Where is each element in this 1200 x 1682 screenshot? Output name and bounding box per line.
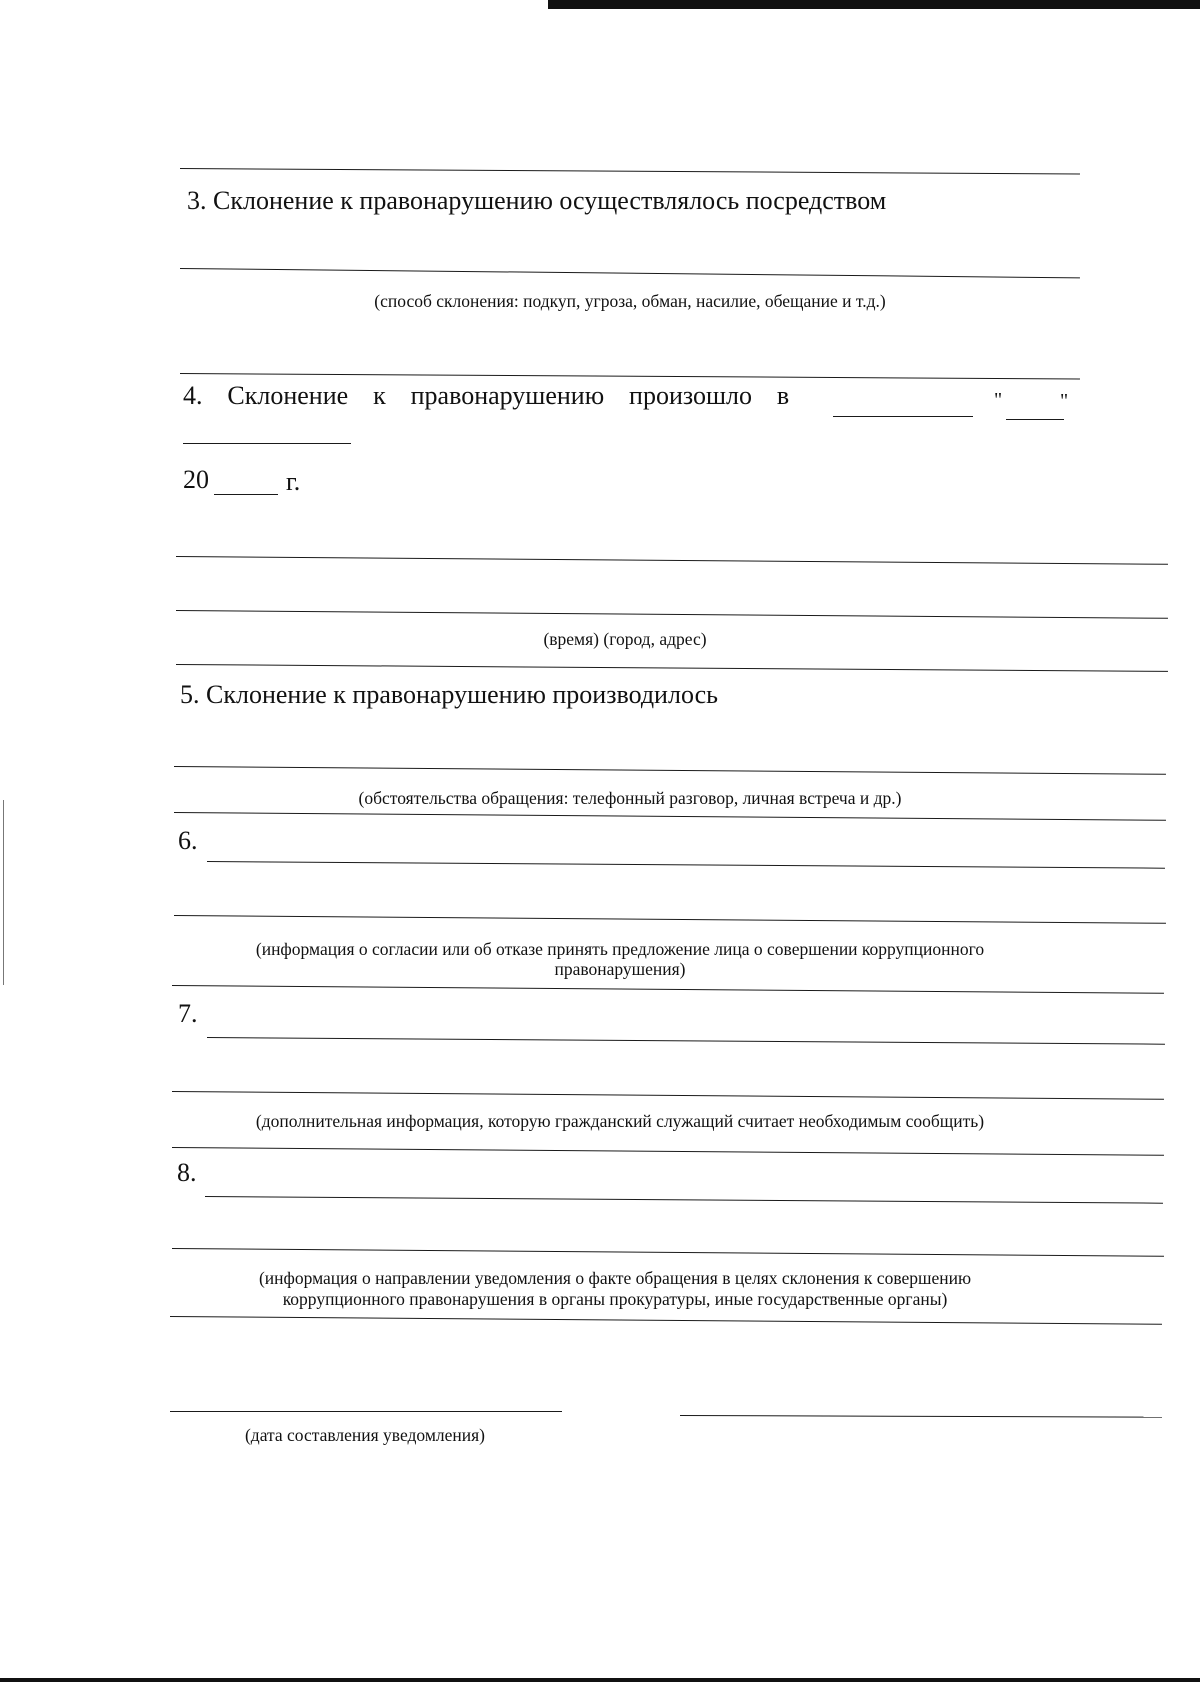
- item6-caption-line1: (информация о согласии или об отказе принять предложение лица о совершении коррупционного: [255, 939, 985, 959]
- item8-fill-line[interactable]: [172, 1248, 1164, 1257]
- scan-edge-top: [548, 0, 1200, 9]
- item4-date-blank[interactable]: [833, 416, 973, 417]
- item3-heading: 3. Склонение к правонарушению осуществлялось посредством: [187, 186, 887, 215]
- item5-caption: (обстоятельства обращения: телефонный разговор, личная встреча и др.): [358, 788, 902, 808]
- item6-number: 6.: [178, 826, 198, 855]
- item4-day-blank[interactable]: [1006, 419, 1064, 420]
- fill-line[interactable]: [174, 812, 1166, 821]
- fill-line[interactable]: [180, 168, 1080, 174]
- item5-fill-line[interactable]: [174, 766, 1166, 775]
- item4-caption: (время) (город, адрес): [543, 629, 707, 649]
- item4-quote-close: ": [1060, 390, 1069, 412]
- item4-word: к: [373, 381, 386, 410]
- item4-year-prefix: 20: [183, 465, 209, 494]
- item4-quote-open: ": [994, 389, 1003, 411]
- fill-line[interactable]: [172, 985, 1164, 994]
- item5-heading: 5. Склонение к правонарушению производилось: [180, 680, 718, 709]
- item7-caption: (дополнительная информация, которую гражданский служащий считает необходимым сообщить): [255, 1111, 985, 1131]
- item4-year-suffix: г.: [286, 467, 301, 496]
- scan-edge-bottom: [0, 1678, 1200, 1682]
- fill-line[interactable]: [176, 664, 1168, 672]
- fill-line[interactable]: [170, 1316, 1162, 1325]
- item4-word: правонарушению: [410, 381, 605, 410]
- item8-caption-line1: (информация о направлении уведомления о факте обращения в целях склонения к совершению: [258, 1268, 972, 1288]
- date-line[interactable]: [170, 1411, 562, 1412]
- scan-edge-left: [3, 800, 4, 985]
- fill-line[interactable]: [180, 373, 1080, 379]
- item6-fill-line[interactable]: [207, 861, 1165, 869]
- item8-caption-line2: коррупционного правонарушения в органы прокуратуры, иные государственные органы): [282, 1289, 948, 1309]
- fill-line[interactable]: [172, 1147, 1164, 1156]
- item4-year-blank[interactable]: [214, 494, 278, 495]
- item8-number: 8.: [177, 1158, 197, 1187]
- item4-word: произошло: [629, 381, 752, 410]
- item4-word: 4.: [183, 381, 203, 410]
- item7-fill-line[interactable]: [172, 1091, 1164, 1100]
- item7-fill-line[interactable]: [207, 1037, 1165, 1045]
- item4-heading: [183, 381, 1073, 412]
- item3-fill-line[interactable]: [180, 268, 1080, 278]
- item4-time-line[interactable]: [176, 556, 1168, 565]
- item6-fill-line[interactable]: [174, 915, 1166, 924]
- signature-line[interactable]: [680, 1415, 1162, 1418]
- item3-caption: (способ склонения: подкуп, угроза, обман, насилие, обещание и т.д.): [374, 291, 886, 311]
- date-caption: (дата составления уведомления): [244, 1425, 486, 1445]
- item8-fill-line[interactable]: [205, 1196, 1163, 1204]
- item4-word: Склонение: [227, 381, 349, 410]
- item4-word: в: [776, 381, 790, 410]
- item4-month-blank[interactable]: [183, 443, 351, 444]
- item4-address-line[interactable]: [176, 610, 1168, 619]
- item6-caption-line2: правонарушения): [554, 959, 686, 979]
- item7-number: 7.: [178, 999, 198, 1028]
